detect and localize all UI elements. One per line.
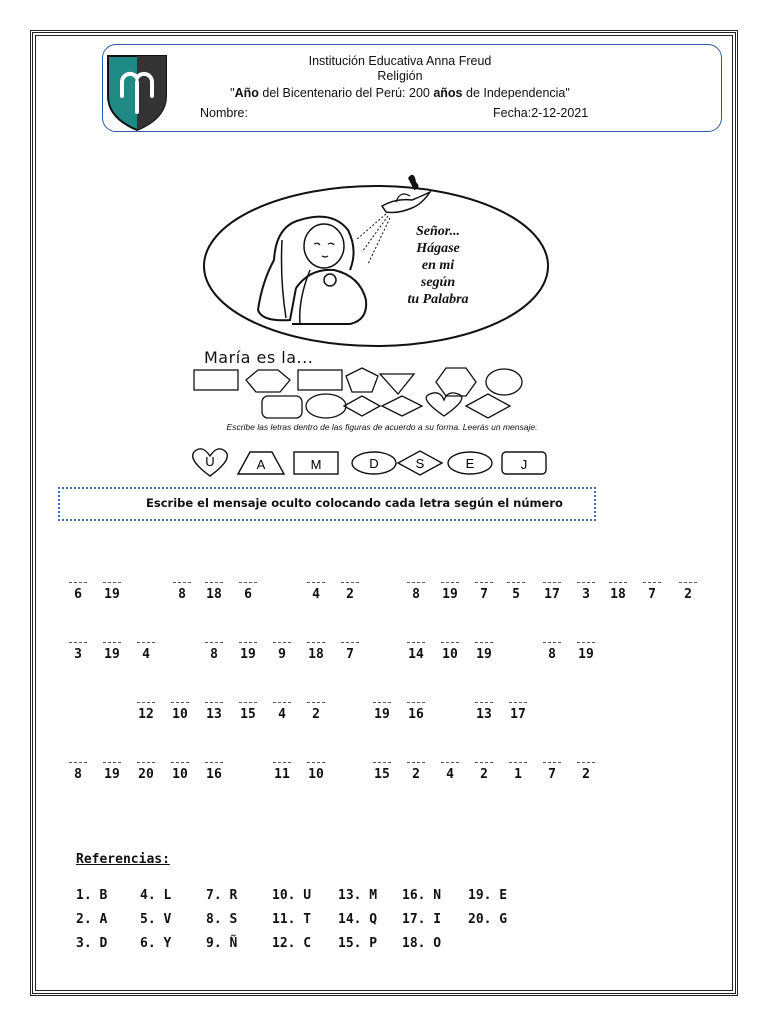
date-label: Fecha:2-12-2021: [493, 106, 589, 120]
puzzle-number: 5: [512, 587, 520, 602]
letter-blank[interactable]: [475, 632, 493, 643]
reference-item: 14. Q: [338, 912, 378, 927]
letter-blank[interactable]: [441, 752, 459, 763]
reference-item: 7. R: [206, 888, 238, 903]
letter-blank[interactable]: [543, 752, 561, 763]
reference-item: 2. A: [76, 912, 108, 927]
puzzle-cell: [676, 572, 700, 602]
letter-blank[interactable]: [103, 572, 121, 583]
puzzle-cell: [202, 692, 226, 722]
shape-letter-d: D: [369, 456, 379, 471]
letter-blank[interactable]: [307, 692, 325, 703]
puzzle-number: 6: [74, 587, 82, 602]
letter-blank[interactable]: [441, 632, 459, 643]
puzzle-number: 10: [442, 647, 458, 662]
letter-blank[interactable]: [205, 752, 223, 763]
puzzle-cell: [100, 632, 124, 662]
letter-blank[interactable]: [543, 632, 561, 643]
puzzle-number: 3: [582, 587, 590, 602]
puzzle-number: 18: [308, 647, 324, 662]
puzzle-cell: [338, 572, 362, 602]
puzzle-cell: [304, 572, 328, 602]
puzzle-number: 14: [408, 647, 424, 662]
letter-blank[interactable]: [407, 692, 425, 703]
puzzle-cell: [270, 752, 294, 782]
letter-blank[interactable]: [171, 752, 189, 763]
puzzle-cell: [472, 692, 496, 722]
puzzle-number: 2: [582, 767, 590, 782]
letter-blank[interactable]: [341, 632, 359, 643]
puzzle-number: 12: [138, 707, 154, 722]
puzzle-number: 4: [446, 767, 454, 782]
letter-blank[interactable]: [103, 752, 121, 763]
shape-letter-a: A: [256, 457, 266, 472]
letter-blank[interactable]: [441, 572, 459, 583]
puzzle-number: 4: [278, 707, 286, 722]
puzzle-number: 7: [480, 587, 488, 602]
puzzle-number: 19: [476, 647, 492, 662]
puzzle-cell: [304, 752, 328, 782]
puzzle-cell: [472, 572, 496, 602]
task-instruction: Escribe el mensaje oculto colocando cada letra según el número: [146, 496, 563, 510]
puzzle-cell: [540, 752, 564, 782]
puzzle-number: 19: [442, 587, 458, 602]
puzzle-cell: [506, 752, 530, 782]
letter-blank[interactable]: [137, 632, 155, 643]
letter-blank[interactable]: [509, 752, 527, 763]
puzzle-number: 15: [240, 707, 256, 722]
letter-blank[interactable]: [543, 572, 561, 583]
puzzle-cell: [438, 572, 462, 602]
puzzle-number: 18: [206, 587, 222, 602]
puzzle-number: 17: [510, 707, 526, 722]
phrase-line: Señor...: [416, 224, 460, 239]
puzzle-cell: [404, 752, 428, 782]
puzzle-number: 6: [244, 587, 252, 602]
puzzle-number: 1: [514, 767, 522, 782]
reference-item: 19. E: [468, 888, 508, 903]
phrase-line: según: [420, 275, 456, 290]
puzzle-number: 18: [610, 587, 626, 602]
shape-letter-j: J: [520, 457, 528, 472]
puzzle-number: 15: [374, 767, 390, 782]
letter-blank[interactable]: [507, 572, 525, 583]
letter-blank[interactable]: [373, 752, 391, 763]
puzzle-cell: [202, 632, 226, 662]
puzzle-number: 19: [374, 707, 390, 722]
puzzle-number: 2: [312, 707, 320, 722]
subject-name: Religión: [377, 69, 423, 83]
letter-blank[interactable]: [373, 692, 391, 703]
reference-item: 6. Y: [140, 936, 172, 951]
puzzle-number: 17: [544, 587, 560, 602]
letter-blank[interactable]: [509, 692, 527, 703]
puzzle-cell: [640, 572, 664, 602]
reference-item: 10. U: [272, 888, 312, 903]
puzzle-cell: [370, 692, 394, 722]
reference-item: 17. I: [402, 912, 442, 927]
reference-item: 13. M: [338, 888, 378, 903]
puzzle-number: 10: [172, 707, 188, 722]
letter-blank[interactable]: [341, 572, 359, 583]
puzzle-number: 4: [142, 647, 150, 662]
puzzle-number: 7: [648, 587, 656, 602]
puzzle-number: 4: [312, 587, 320, 602]
letter-blank[interactable]: [205, 572, 223, 583]
puzzle-cell: [506, 692, 530, 722]
letter-blank[interactable]: [407, 752, 425, 763]
puzzle-cell: [370, 752, 394, 782]
letter-blank[interactable]: [475, 572, 493, 583]
letter-blank[interactable]: [577, 632, 595, 643]
puzzle-cell: [540, 632, 564, 662]
puzzle-cell: [168, 752, 192, 782]
activity-instructions: Escribe las letras dentro de las figuras de acuerdo a su forma. Leerás un mensaje.: [226, 422, 538, 432]
letter-blank[interactable]: [307, 632, 325, 643]
letter-blank[interactable]: [137, 752, 155, 763]
puzzle-number: 13: [206, 707, 222, 722]
letter-blank[interactable]: [273, 752, 291, 763]
puzzle-cell: [100, 752, 124, 782]
puzzle-number: 11: [274, 767, 290, 782]
puzzle-cell: [404, 572, 428, 602]
reference-item: 11. T: [272, 912, 312, 927]
letter-blank[interactable]: [643, 572, 661, 583]
puzzle-cell: [66, 752, 90, 782]
reference-item: 8. S: [206, 912, 238, 927]
reference-item: 16. N: [402, 888, 442, 903]
puzzle-number: 19: [104, 647, 120, 662]
puzzle-number: 8: [210, 647, 218, 662]
puzzle-number: 8: [412, 587, 420, 602]
reference-item: 20. G: [468, 912, 508, 927]
letter-blank[interactable]: [273, 692, 291, 703]
puzzle-cell: [170, 572, 194, 602]
puzzle-cell: [134, 692, 158, 722]
letter-blank[interactable]: [475, 692, 493, 703]
puzzle-cell: [472, 752, 496, 782]
illustration-phrase: [388, 223, 488, 308]
letter-blank[interactable]: [239, 632, 257, 643]
puzzle-number: 2: [346, 587, 354, 602]
letter-blank[interactable]: [173, 572, 191, 583]
puzzle-number: 2: [480, 767, 488, 782]
puzzle-cell: [66, 632, 90, 662]
letter-blank[interactable]: [307, 752, 325, 763]
puzzle-cell: [438, 632, 462, 662]
puzzle-cell: [304, 632, 328, 662]
school-name: Institución Educativa Anna Freud: [308, 54, 492, 68]
puzzle-cell: [606, 572, 630, 602]
puzzle-number: 19: [578, 647, 594, 662]
reference-item: 5. V: [140, 912, 172, 927]
letter-blank[interactable]: [407, 632, 425, 643]
puzzle-number: 7: [346, 647, 354, 662]
reference-item: 4. L: [140, 888, 172, 903]
letter-blank[interactable]: [69, 752, 87, 763]
letter-blank[interactable]: [103, 632, 121, 643]
puzzle-number: 20: [138, 767, 154, 782]
puzzle-number: 2: [684, 587, 692, 602]
puzzle-cell: [202, 572, 226, 602]
puzzle-cell: [574, 752, 598, 782]
phrase-line: en mi: [421, 258, 455, 273]
puzzle-number: 13: [476, 707, 492, 722]
activity-title: María es la...: [204, 348, 314, 367]
puzzle-cell: [472, 632, 496, 662]
puzzle-cell: [338, 632, 362, 662]
reference-item: 3. D: [76, 936, 108, 951]
letter-blank[interactable]: [69, 572, 87, 583]
reference-item: 1. B: [76, 888, 108, 903]
phrase-line: tu Palabra: [407, 292, 469, 307]
puzzle-cell: [574, 572, 598, 602]
letter-blank[interactable]: [609, 572, 627, 583]
puzzle-cell: [304, 692, 328, 722]
puzzle-number: 19: [240, 647, 256, 662]
puzzle-number: 3: [74, 647, 82, 662]
letter-blank[interactable]: [171, 692, 189, 703]
references-title: Referencias:: [76, 852, 170, 867]
letter-key-shapes: [186, 446, 566, 478]
reference-item: 18. O: [402, 936, 442, 951]
puzzle-cell: [236, 632, 260, 662]
puzzle-number: 8: [178, 587, 186, 602]
letter-blank[interactable]: [577, 752, 595, 763]
year-motto: "Año del Bicentenario del Perú: 200 años de Independencia": [230, 86, 570, 100]
puzzle-number: 10: [308, 767, 324, 782]
puzzle-cell: [66, 572, 90, 602]
reference-item: 9. Ñ: [206, 936, 238, 951]
puzzle-cell: [404, 692, 428, 722]
letter-blank[interactable]: [239, 692, 257, 703]
puzzle-number: 19: [104, 767, 120, 782]
puzzle-cell: [202, 752, 226, 782]
mary-illustration: [200, 170, 552, 350]
puzzle-cell: [236, 692, 260, 722]
puzzle-cell: [504, 572, 528, 602]
phrase-line: Hágase: [416, 241, 460, 256]
letter-blank[interactable]: [307, 572, 325, 583]
puzzle-number: 2: [412, 767, 420, 782]
reference-item: 15. P: [338, 936, 378, 951]
letter-blank[interactable]: [407, 572, 425, 583]
puzzle-number: 16: [408, 707, 424, 722]
puzzle-cell: [168, 692, 192, 722]
puzzle-number: 8: [74, 767, 82, 782]
reference-item: 12. C: [272, 936, 312, 951]
letter-blank[interactable]: [273, 632, 291, 643]
letter-blank[interactable]: [69, 632, 87, 643]
shape-letter-e: E: [465, 456, 475, 471]
puzzle-cell: [100, 572, 124, 602]
puzzle-number: 8: [548, 647, 556, 662]
shape-letter-m: M: [310, 457, 322, 472]
letter-blank[interactable]: [475, 752, 493, 763]
puzzle-cell: [438, 752, 462, 782]
shape-letter-s: S: [415, 456, 425, 471]
puzzle-cell: [270, 632, 294, 662]
letter-blank[interactable]: [679, 572, 697, 583]
puzzle-cell: [236, 572, 260, 602]
letter-blank[interactable]: [205, 632, 223, 643]
puzzle-cell: [134, 752, 158, 782]
puzzle-number: 7: [548, 767, 556, 782]
puzzle-cell: [540, 572, 564, 602]
puzzle-number: 16: [206, 767, 222, 782]
letter-blank[interactable]: [577, 572, 595, 583]
puzzle-number: 9: [278, 647, 286, 662]
puzzle-cell: [270, 692, 294, 722]
name-label: Nombre:: [200, 106, 248, 120]
letter-blank[interactable]: [205, 692, 223, 703]
puzzle-cell: [574, 632, 598, 662]
puzzle-number: 10: [172, 767, 188, 782]
shape-letter-u: U: [205, 454, 215, 469]
letter-blank[interactable]: [239, 572, 257, 583]
puzzle-cell: [134, 632, 158, 662]
puzzle-number: 19: [104, 587, 120, 602]
puzzle-cell: [404, 632, 428, 662]
letter-blank[interactable]: [137, 692, 155, 703]
